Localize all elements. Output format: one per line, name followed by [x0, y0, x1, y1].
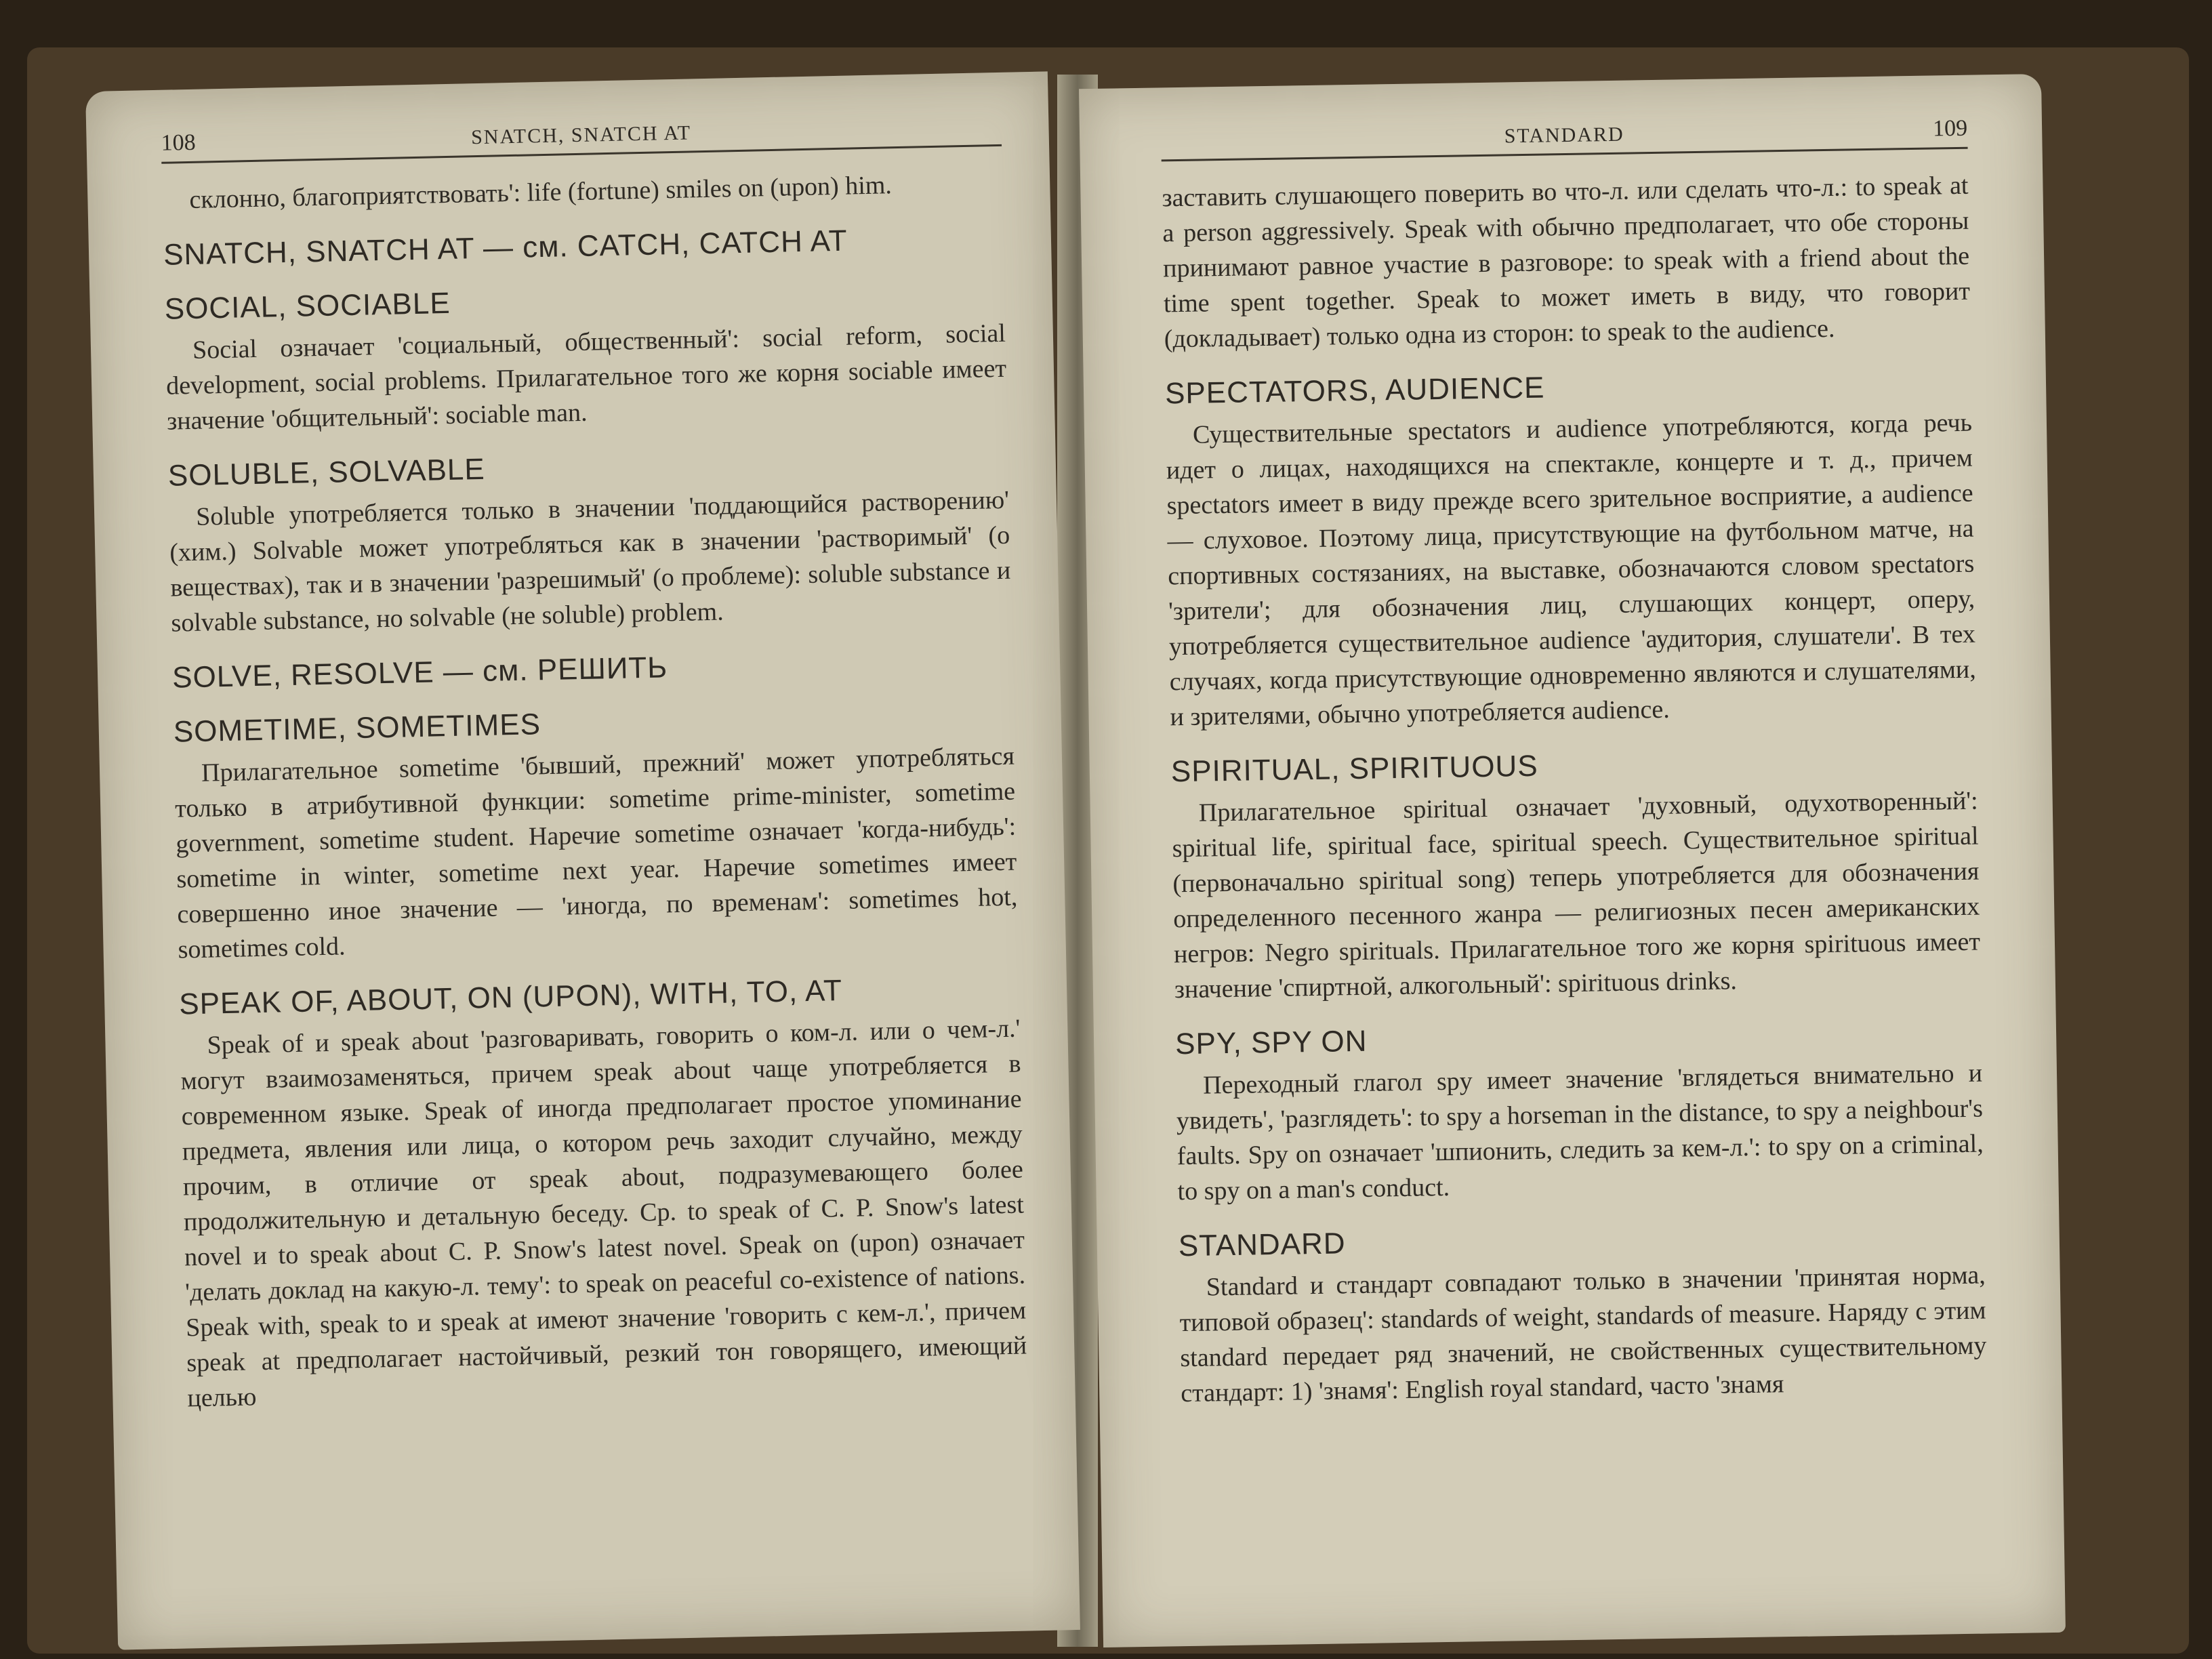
entry-paragraph: Прилагательное spiritual означает 'духовный, одухотворенный': spiritual life, spiritual face, spiritual speech. Существительное spiritual (первоначально spiritual song) теперь употребляется для обозначения определенного песенного жанра — религиозных песен американских негров: Negro spirituals. Прилагательное того же корня spirituous имеет значение 'спиртной, алкогольный': spirituous drinks. — [1172, 786, 1981, 1004]
right-page-number: 109 — [1932, 115, 1968, 142]
entry-heading: SOCIAL, SOCIABLE — [164, 286, 451, 326]
entry-paragraph: Social означает 'социальный, общественный': social reform, social development, social problems. Прилагательное того же корня sociable имеет значение 'общительный': sociable man. — [165, 319, 1007, 436]
entry-heading: SOLVE, RESOLVE — см. РЕШИТЬ — [171, 651, 668, 695]
left-page — [85, 71, 1080, 1650]
entry-heading: SPECTATORS, AUDIENCE — [1164, 371, 1545, 411]
right-running-head — [1161, 116, 1968, 162]
left-running-title: SNATCH, SNATCH AT — [470, 121, 692, 149]
entry-paragraph: Soluble употребляется только в значении 'поддающийся растворению' (хим.) Solvable может употребляться как в значении 'растворимый' (о веществах), так и в значении 'разрешимый' (о проблеме): soluble substance и solvable substance, но solvable (не soluble) problem. — [169, 485, 1011, 638]
entry-paragraph: Прилагательное sometime 'бывший, прежний' может употребляться только в атрибутивной функции: sometime prime-minister, sometime government, sometime student. Наречие sometime означает 'когда-нибудь': sometime in winter, sometime next year. Наречие sometimes имеет совершенно иное значение — 'иногда, по временам': sometimes hot, sometimes cold. — [174, 741, 1018, 964]
entry-heading: STANDARD — [1178, 1227, 1346, 1263]
entry-heading: SPY, SPY ON — [1174, 1024, 1368, 1061]
entry-paragraph: Standard и стандарт совпадают только в значении 'принятая норма, типовой образец': standards of weight, standards of measure. Наряду с этим standard передает ряд значений, не свойственных существительному стандарт: 1) 'знамя': English royal standard, часто 'знамя — [1179, 1261, 1987, 1408]
right-running-title: STANDARD — [1504, 123, 1624, 148]
entry-heading: SOMETIME, SOMETIMES — [173, 708, 541, 749]
entry-heading: SPEAK OF, ABOUT, ON (UPON), WITH, TO, AT — [178, 974, 843, 1021]
left-page-body — [162, 165, 1028, 1416]
entry-paragraph: склонно, благоприятствовать': life (fortune) smiles on (upon) him. — [189, 171, 893, 214]
entry-paragraph: Speak of и speak about 'разговаривать, говорить о ком-л. или о чем-л.' могут взаимозаменяться, причем speak about чаще употребляется в современном языке. Speak of иногда предполагает простое упоминание предмета, явления или лица, о котором речь заходит случайно, между прочим, в отличие от speak about, подразумевающего более продолжительную и детальную беседу. Ср. to speak of C. P. Snow's latest novel и to speak about C. P. Snow's latest novel. Speak on (upon) означает 'делать доклад на какую-л. тему': to speak on peaceful co-existence of nations. Speak with, speak to и speak at имеют значение 'говорить с кем-л.', причем speak at предполагает настойчивый, резкий тон говорящего, имеющий целью — [180, 1014, 1027, 1413]
entry-heading: SNATCH, SNATCH AT — см. CATCH, CATCH AT — [163, 224, 848, 272]
right-page-body — [1162, 168, 1987, 1411]
entry-paragraph: Переходный глагол spy имеет значение 'вглядеться внимательно и увидеть', 'разглядеть': to spy a horseman in the distance, to spy a neighbour's faults. Spy on означает 'шпионить, следить за кем-л.': to spy on a criminal, to spy on a man's conduct. — [1176, 1059, 1984, 1206]
entry-heading: SOLUBLE, SOLVABLE — [167, 452, 486, 493]
left-page-number: 108 — [161, 129, 197, 156]
right-page — [1079, 74, 2066, 1647]
entry-heading: SPIRITUAL, SPIRITUOUS — [1170, 749, 1538, 789]
left-running-head — [161, 113, 1002, 164]
entry-paragraph: Существительные spectators и audience употребляются, когда речь идет о лицах, находящихся на спектакле, концерте и т. д., причем spectators имеет в виду прежде всего зрительное восприятие, а audience — слуховое. Поэтому лица, присутствующие на футбольном матче, на спортивных состязаниях, на выставке, обозначаются словом spectators 'зрители'; для обозначения лиц, слушающих концерт, оперу, употребляется существительное audience 'аудитория, слушатели'. В тех случаях, когда присутствующие одновременно являются и слушателями, и зрителями, обычно употребляется audience. — [1166, 408, 1976, 732]
entry-paragraph: заставить слушающего поверить во что-л. или сделать что-л.: to speak at a person aggressively. Speak with обычно предполагает, что обе стороны принимают равное участие в разговоре: to speak with a friend about the time spent together. Speak to может иметь в виду, что говорит (докладывает) только одна из сторон: to speak to the audience. — [1162, 171, 1971, 354]
